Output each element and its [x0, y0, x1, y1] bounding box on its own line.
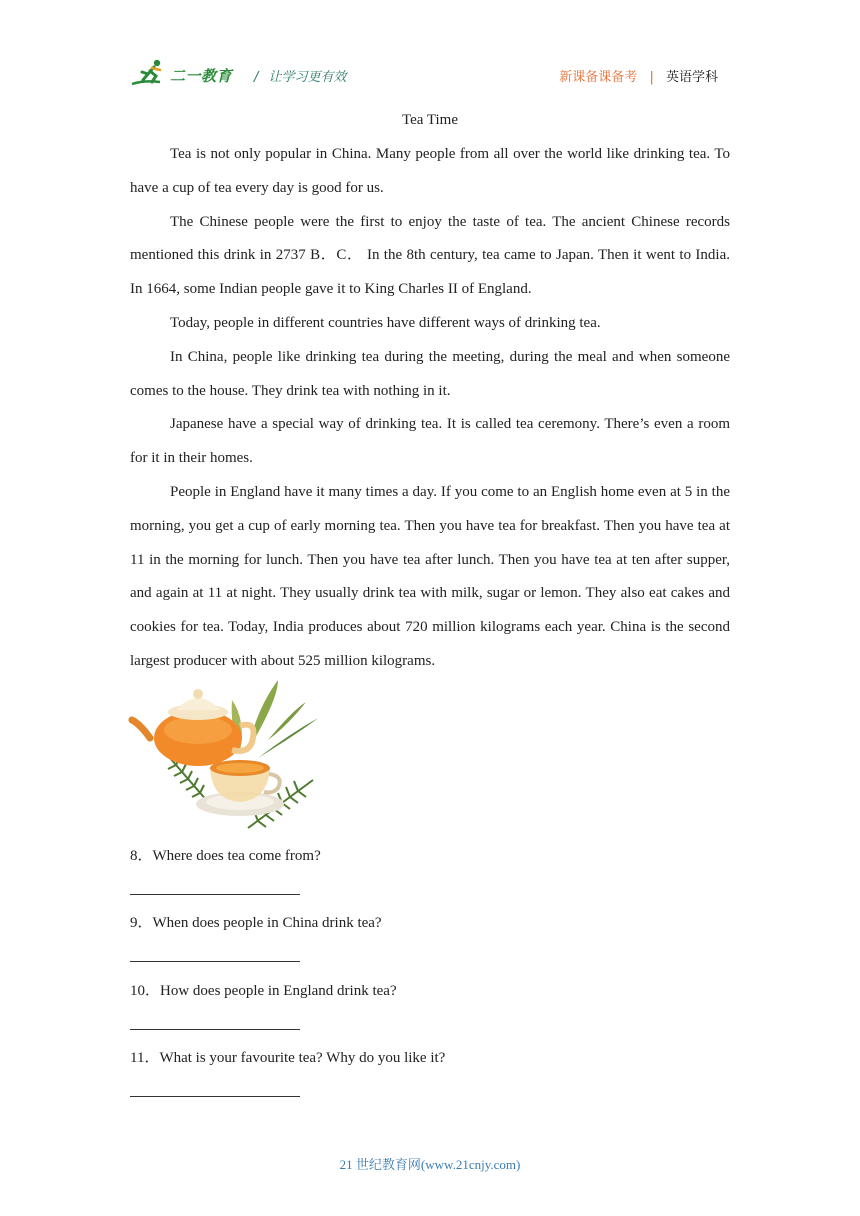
- article-paragraph: Tea is not only popular in China. Many people from all over the world like drinking tea. To have a cup of tea every day is good for us.: [130, 146, 730, 196]
- teapot-and-teacup-illustration: [128, 680, 322, 832]
- article-paragraph: Japanese have a special way of drinking tea. It is called tea ceremony. There’s even a room for it in their homes.: [130, 416, 730, 467]
- subject-tag: [559, 66, 718, 85]
- answer-line-10[interactable]: [130, 1029, 300, 1030]
- runner-logo-icon: [130, 58, 170, 88]
- tea-illustration: [128, 680, 322, 832]
- question-10: 10．How does people in England drink tea?: [130, 983, 397, 999]
- article-paragraph: In China, people like drinking tea during the meeting, during the meal and when someone comes to the house. They drink tea with nothing in it.: [130, 348, 730, 399]
- question-9: 9．When does people in China drink tea?: [130, 915, 382, 931]
- question-11: 11．What is your favourite tea? Why do you like it?: [130, 1050, 446, 1066]
- article-paragraph: The Chinese people were the first to enjoy the taste of tea. The ancient Chinese records mentioned this drink in 2737 B．C． In the 8th century, tea came to Japan. Then it went to India. In 1664, some Indian people gave it to King Charles II of England.: [130, 213, 730, 298]
- article-paragraph: People in England have it many times a day. If you come to an English home even at 5 in the morning, you get a cup of early morning tea. Then you have tea for breakfast. Then you have tea at 11 in the morning for lunch. Then you have tea after lunch. Then you have tea at ten after supper, and again at 11 at night. They usually drink tea with milk, sugar or lemon. They also eat cakes and cookies for tea. Today, India produces about 720 million kilograms each year. China is the second largest producer with about 525 million kilograms.: [130, 483, 730, 669]
- course-label: 新课备课备考: [559, 70, 638, 85]
- subject-separator: |: [649, 70, 654, 85]
- slogan-separator: /: [254, 70, 259, 85]
- page-footer[interactable]: 21 世纪教育网(www.21cnjy.com): [339, 1157, 521, 1172]
- slogan: [254, 66, 347, 85]
- article-paragraph: Today, people in different countries have different ways of drinking tea.: [170, 314, 601, 331]
- slogan-text: 让学习更有效: [268, 70, 347, 85]
- answer-line-11[interactable]: [130, 1096, 300, 1097]
- subject-label: 英语学科: [665, 70, 718, 85]
- article-body: [130, 138, 730, 679]
- question-8: 8．Where does tea come from?: [130, 848, 321, 864]
- page-header: [130, 56, 730, 90]
- logo: [130, 58, 240, 88]
- article-title: Tea Time: [401, 112, 459, 128]
- answer-line-8[interactable]: [130, 894, 300, 895]
- answer-line-9[interactable]: [130, 961, 300, 962]
- logo-text: 二一教育: [170, 67, 233, 85]
